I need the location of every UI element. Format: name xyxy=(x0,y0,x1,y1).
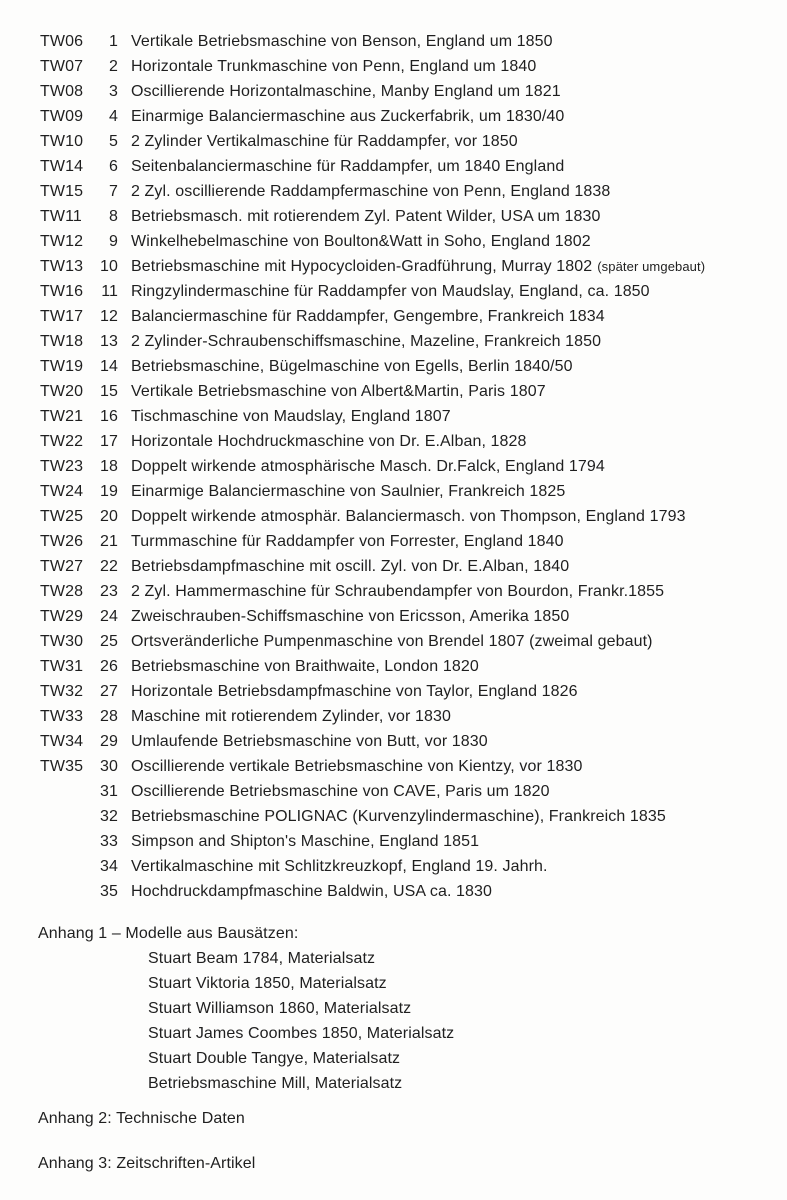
model-list-row xyxy=(0,379,787,404)
model-description-text: Balanciermaschine für Raddampfer, Gengembre, Frankreich 1834 xyxy=(131,308,605,325)
model-description xyxy=(131,29,553,54)
model-description xyxy=(131,629,653,654)
model-list-row xyxy=(0,879,787,904)
model-code: TW23 xyxy=(40,458,84,475)
model-list-row xyxy=(0,354,787,379)
model-code: TW18 xyxy=(40,333,84,350)
model-number: 30 xyxy=(100,758,118,775)
model-code: TW12 xyxy=(40,233,84,250)
model-number: 33 xyxy=(100,833,118,850)
model-list-row xyxy=(0,154,787,179)
model-list-row xyxy=(0,479,787,504)
model-description-text: 2 Zyl. Hammermaschine für Schraubendampfer von Bourdon, Frankr.1855 xyxy=(131,583,665,600)
model-code: TW10 xyxy=(40,133,84,150)
model-list-row xyxy=(0,804,787,829)
model-code: TW17 xyxy=(40,308,84,325)
model-number: 27 xyxy=(100,683,118,700)
model-code: TW15 xyxy=(40,183,84,200)
model-code: TW20 xyxy=(40,383,84,400)
model-description-text: Vertikale Betriebsmaschine von Benson, England um 1850 xyxy=(131,33,553,50)
model-code: TW14 xyxy=(40,158,84,175)
model-description xyxy=(131,454,605,479)
model-description xyxy=(131,304,605,329)
model-code: TW25 xyxy=(40,508,84,525)
model-number: 25 xyxy=(100,633,118,650)
model-list-row xyxy=(0,779,787,804)
model-list-row xyxy=(0,304,787,329)
model-description xyxy=(131,504,686,529)
model-code: TW27 xyxy=(40,558,84,575)
model-number: 28 xyxy=(100,708,118,725)
model-description-text: Turmmaschine für Raddampfer von Forrester, England 1840 xyxy=(131,533,564,550)
model-description-text: Oscillierende vertikale Betriebsmaschine von Kientzy, vor 1830 xyxy=(131,758,583,775)
model-list-row xyxy=(0,504,787,529)
model-number: 34 xyxy=(100,858,118,875)
model-description-text: Betriebsmaschine von Braithwaite, London 1820 xyxy=(131,658,479,675)
model-number: 7 xyxy=(109,183,118,200)
model-code: TW24 xyxy=(40,483,84,500)
model-number: 21 xyxy=(100,533,118,550)
model-description xyxy=(131,654,479,679)
model-code: TW32 xyxy=(40,683,84,700)
model-list-row xyxy=(0,79,787,104)
model-list-row xyxy=(0,254,787,279)
model-description-text: Seitenbalanciermaschine für Raddampfer, um 1840 England xyxy=(131,158,565,175)
model-number: 3 xyxy=(109,83,118,100)
model-description xyxy=(131,204,601,229)
model-list-row xyxy=(0,129,787,154)
model-number: 23 xyxy=(100,583,118,600)
model-list-row xyxy=(0,404,787,429)
model-description-text: Ortsveränderliche Pumpenmaschine von Brendel 1807 (zweimal gebaut) xyxy=(131,633,653,650)
model-number: 16 xyxy=(100,408,118,425)
model-description xyxy=(131,679,578,704)
model-description xyxy=(131,754,582,779)
model-description xyxy=(131,879,492,904)
kit-item: Stuart Beam 1784, Materialsatz xyxy=(148,950,376,967)
model-list-row xyxy=(0,579,787,604)
model-description-text: Einarmige Balanciermaschine aus Zuckerfabrik, um 1830/40 xyxy=(131,108,565,125)
model-code: TW09 xyxy=(40,108,84,125)
model-list-row xyxy=(0,329,787,354)
model-code: TW19 xyxy=(40,358,84,375)
model-number: 11 xyxy=(101,283,118,300)
model-list-row xyxy=(0,529,787,554)
model-description-text: Vertikale Betriebsmaschine von Albert&Martin, Paris 1807 xyxy=(131,383,546,400)
model-description-text: Betriebsmasch. mit rotierendem Zyl. Patent Wilder, USA um 1830 xyxy=(131,208,601,225)
model-description xyxy=(131,129,518,154)
model-list-row xyxy=(0,554,787,579)
model-code: TW21 xyxy=(40,408,84,425)
model-list-row xyxy=(0,679,787,704)
model-code: TW35 xyxy=(40,758,84,775)
model-list-row xyxy=(0,229,787,254)
model-number: 22 xyxy=(100,558,118,575)
kit-list xyxy=(148,946,454,1096)
model-description-text: Zweischrauben-Schiffsmaschine von Ericsson, Amerika 1850 xyxy=(131,608,570,625)
model-list-row xyxy=(0,429,787,454)
model-number: 9 xyxy=(109,233,118,250)
model-description xyxy=(131,79,561,104)
model-description-text: Betriebsdampfmaschine mit oscill. Zyl. von Dr. E.Alban, 1840 xyxy=(131,558,570,575)
model-description xyxy=(131,479,565,504)
model-code: TW28 xyxy=(40,583,84,600)
model-list-row xyxy=(0,629,787,654)
model-note: (später umgebaut) xyxy=(597,259,706,274)
model-description xyxy=(131,854,548,879)
model-description-text: Umlaufende Betriebsmaschine von Butt, vor 1830 xyxy=(131,733,488,750)
model-description xyxy=(131,404,451,429)
model-number: 4 xyxy=(109,108,118,125)
model-number: 17 xyxy=(100,433,118,450)
appendix3-heading: Anhang 3: Zeitschriften-Artikel xyxy=(38,1155,256,1172)
model-list-row xyxy=(0,854,787,879)
model-code: TW07 xyxy=(40,58,84,75)
model-list-row xyxy=(0,29,787,54)
model-description-text: 2 Zylinder-Schraubenschiffsmaschine, Mazeline, Frankreich 1850 xyxy=(131,333,602,350)
model-description xyxy=(131,354,573,379)
model-description-text: Oscillierende Betriebsmaschine von CAVE, Paris um 1820 xyxy=(131,783,550,800)
model-code: TW08 xyxy=(40,83,84,100)
model-number: 18 xyxy=(100,458,118,475)
model-list-row xyxy=(0,829,787,854)
model-list-row xyxy=(0,704,787,729)
model-description-text: Simpson and Shipton's Maschine, England 1851 xyxy=(131,833,480,850)
model-description-text: Betriebsmaschine mit Hypocycloiden-Gradführung, Murray 1802 xyxy=(131,258,593,275)
model-description-text: Betriebsmaschine, Bügelmaschine von Egells, Berlin 1840/50 xyxy=(131,358,573,375)
model-list-row xyxy=(0,54,787,79)
model-code: TW29 xyxy=(40,608,84,625)
model-description xyxy=(131,554,569,579)
model-number: 32 xyxy=(100,808,118,825)
kit-item: Stuart Williamson 1860, Materialsatz xyxy=(148,1000,412,1017)
model-description xyxy=(131,229,591,254)
model-number: 14 xyxy=(100,358,118,375)
model-description-text: Einarmige Balanciermaschine von Saulnier, Frankreich 1825 xyxy=(131,483,566,500)
model-list-row xyxy=(0,754,787,779)
model-code: TW16 xyxy=(40,283,84,300)
model-list-row xyxy=(0,279,787,304)
model-list-row xyxy=(0,104,787,129)
model-description-text: Doppelt wirkende atmosphär. Balanciermasch. von Thompson, England 1793 xyxy=(131,508,686,525)
model-description xyxy=(131,179,610,204)
model-description xyxy=(131,704,451,729)
model-description-text: Betriebsmaschine POLIGNAC (Kurvenzylindermaschine), Frankreich 1835 xyxy=(131,808,666,825)
model-description xyxy=(131,254,705,279)
model-number: 35 xyxy=(100,883,118,900)
kit-item: Betriebsmaschine Mill, Materialsatz xyxy=(148,1075,403,1092)
kit-item: Stuart James Coombes 1850, Materialsatz xyxy=(148,1025,455,1042)
model-number: 24 xyxy=(100,608,118,625)
model-number: 6 xyxy=(109,158,118,175)
model-code: TW22 xyxy=(40,433,84,450)
model-description-text: Oscillierende Horizontalmaschine, Manby England um 1821 xyxy=(131,83,561,100)
appendix2-heading: Anhang 2: Technische Daten xyxy=(38,1110,245,1127)
model-code: TW13 xyxy=(40,258,84,275)
model-list-row xyxy=(0,654,787,679)
model-code: TW33 xyxy=(40,708,84,725)
model-number: 20 xyxy=(100,508,118,525)
model-code: TW26 xyxy=(40,533,84,550)
model-list xyxy=(0,29,787,904)
model-description-text: Vertikalmaschine mit Schlitzkreuzkopf, England 19. Jahrh. xyxy=(131,858,548,875)
model-code: TW30 xyxy=(40,633,84,650)
model-number: 19 xyxy=(100,483,118,500)
model-description-text: Doppelt wirkende atmosphärische Masch. Dr.Falck, England 1794 xyxy=(131,458,605,475)
model-description-text: 2 Zylinder Vertikalmaschine für Raddampfer, vor 1850 xyxy=(131,133,518,150)
model-number: 26 xyxy=(100,658,118,675)
model-number: 31 xyxy=(100,783,118,800)
model-number: 8 xyxy=(109,208,118,225)
model-description-text: Tischmaschine von Maudslay, England 1807 xyxy=(131,408,451,425)
model-description xyxy=(131,829,479,854)
model-description xyxy=(131,529,564,554)
model-list-row xyxy=(0,179,787,204)
model-description xyxy=(131,154,564,179)
model-description-text: 2 Zyl. oscillierende Raddampfermaschine von Penn, England 1838 xyxy=(131,183,611,200)
model-description-text: Winkelhebelmaschine von Boulton&Watt in Soho, England 1802 xyxy=(131,233,591,250)
model-description xyxy=(131,604,569,629)
model-code: TW06 xyxy=(40,33,84,50)
model-code: TW31 xyxy=(40,658,84,675)
model-number: 12 xyxy=(100,308,118,325)
model-number: 1 xyxy=(109,33,118,50)
model-description xyxy=(131,279,650,304)
model-list-row xyxy=(0,454,787,479)
model-number: 15 xyxy=(100,383,118,400)
model-code: TW34 xyxy=(40,733,84,750)
model-description-text: Hochdruckdampfmaschine Baldwin, USA ca. 1830 xyxy=(131,883,493,900)
model-description-text: Maschine mit rotierendem Zylinder, vor 1830 xyxy=(131,708,451,725)
model-description xyxy=(131,54,536,79)
model-number: 10 xyxy=(100,258,118,275)
model-description-text: Horizontale Trunkmaschine von Penn, England um 1840 xyxy=(131,58,537,75)
model-description xyxy=(131,379,546,404)
model-description xyxy=(131,804,666,829)
model-description xyxy=(131,779,550,804)
model-number: 2 xyxy=(109,58,118,75)
model-description xyxy=(131,579,664,604)
model-description xyxy=(131,329,601,354)
model-list-row xyxy=(0,204,787,229)
kit-item: Stuart Viktoria 1850, Materialsatz xyxy=(148,975,387,992)
model-list-row xyxy=(0,604,787,629)
model-number: 13 xyxy=(100,333,118,350)
model-code: TW11 xyxy=(40,208,82,225)
model-description-text: Horizontale Betriebsdampfmaschine von Taylor, England 1826 xyxy=(131,683,578,700)
model-description-text: Horizontale Hochdruckmaschine von Dr. E.Alban, 1828 xyxy=(131,433,527,450)
model-description xyxy=(131,729,488,754)
model-number: 5 xyxy=(109,133,118,150)
model-description-text: Ringzylindermaschine für Raddampfer von Maudslay, England, ca. 1850 xyxy=(131,283,650,300)
kit-item: Stuart Double Tangye, Materialsatz xyxy=(148,1050,401,1067)
appendix1-heading: Anhang 1 – Modelle aus Bausätzen: xyxy=(38,925,299,942)
model-description xyxy=(131,104,564,129)
model-number: 29 xyxy=(100,733,118,750)
model-description xyxy=(131,429,527,454)
model-list-row xyxy=(0,729,787,754)
